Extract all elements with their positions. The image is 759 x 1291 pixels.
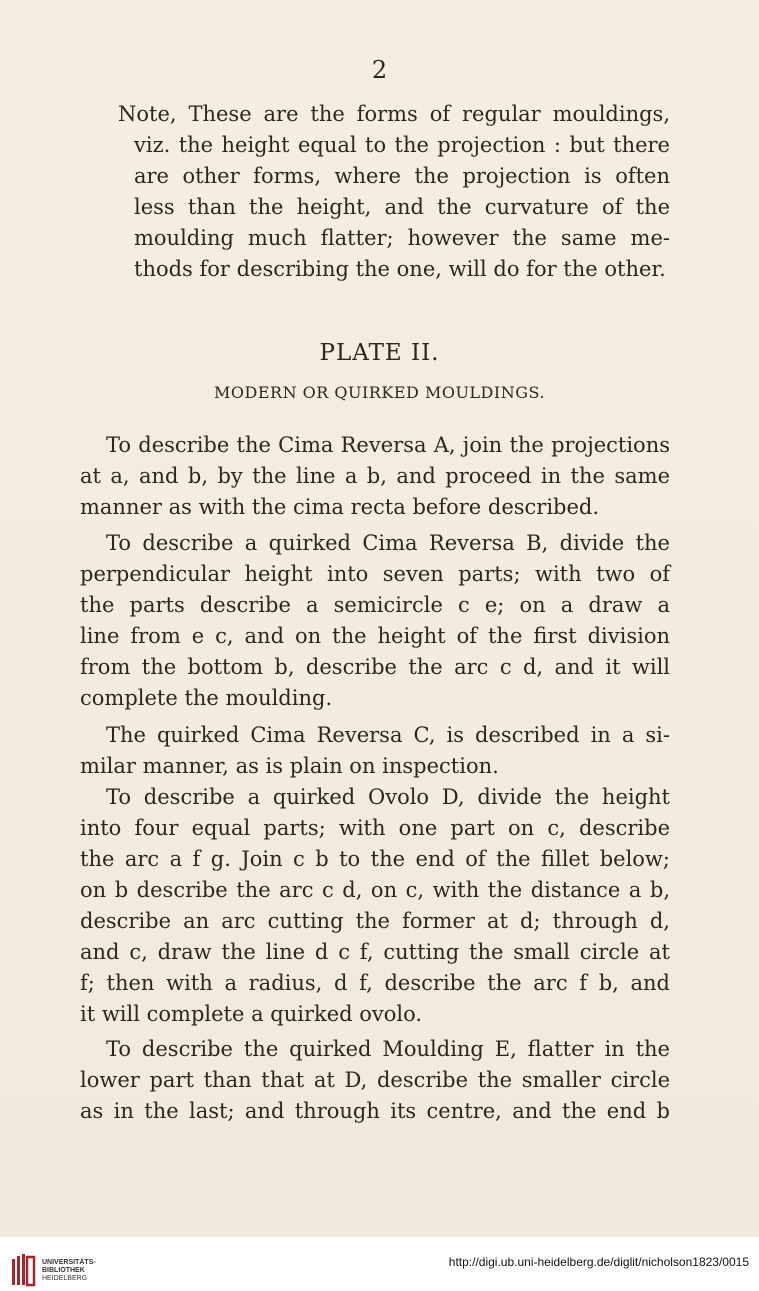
- text-line: lower part than that at D, describe the smaller circle: [80, 1068, 670, 1092]
- text-line: thods for describing the one, will do for the other.: [134, 257, 666, 281]
- paragraph-cima-reversa-c: [80, 720, 670, 782]
- plate-title: PLATE II.: [319, 340, 440, 366]
- text-line: manner as with the cima recta before described.: [80, 495, 600, 519]
- paragraph-quirked-ovolo-d: [80, 782, 670, 1030]
- text-line: To describe the Cima Reversa A, join the projections: [106, 433, 670, 457]
- library-name-line: BIBLIOTHEK: [42, 1267, 85, 1274]
- text-line: To describe a quirked Ovolo D, divide the height: [106, 785, 670, 809]
- text-line: viz. the height equal to the projection : but there: [134, 133, 670, 157]
- paragraph-cima-reversa-a: [80, 430, 670, 523]
- paragraph-quirked-moulding-e: [80, 1034, 670, 1127]
- library-name-line: UNIVERSITÄTS-: [42, 1259, 96, 1266]
- text-line: at a, and b, by the line a b, and proceed in the same: [80, 464, 670, 488]
- text-line: milar manner, as is plain on inspection.: [80, 754, 499, 778]
- text-line: describe an arc cutting the former at d; through d,: [80, 909, 670, 933]
- source-url-link[interactable]: http://digi.ub.uni-heidelberg.de/diglit/nicholson1823/0015: [448, 1255, 749, 1269]
- note-paragraph: [80, 99, 670, 285]
- text-line: the arc a f g. Join c b to the end of the fillet below;: [80, 847, 670, 871]
- text-line: are other forms, where the projection is often: [134, 164, 670, 188]
- text-line: on b describe the arc c d, on c, with the distance a b,: [80, 878, 670, 902]
- text-line: complete the moulding.: [80, 686, 333, 710]
- text-line: line from e c, and on the height of the first division: [80, 624, 670, 648]
- text-line: The quirked Cima Reversa C, is described in a si-: [106, 723, 670, 747]
- library-name: [42, 1259, 96, 1283]
- text-line: f; then with a radius, d f, describe the arc f b, and: [80, 971, 670, 995]
- text-line: To describe a quirked Cima Reversa B, divide the: [106, 531, 670, 555]
- text-line: Note, These are the forms of regular mouldings,: [118, 102, 670, 126]
- text-line: the parts describe a semicircle c e; on a draw a: [80, 593, 670, 617]
- page-number: 2: [371, 56, 388, 84]
- library-logo-icon: [10, 1253, 36, 1287]
- text-line: less than the height, and the curvature of the: [134, 195, 670, 219]
- text-line: perpendicular height into seven parts; with two of: [80, 562, 670, 586]
- text-line: To describe the quirked Moulding E, flatter in the: [106, 1037, 670, 1061]
- text-line: and c, draw the line d c f, cutting the small circle at: [80, 940, 670, 964]
- plate-subtitle: MODERN OR QUIRKED MOULDINGS.: [214, 383, 545, 402]
- text-line: as in the last; and through its centre, and the end b: [80, 1099, 670, 1123]
- text-line: moulding much flatter; however the same me-: [134, 226, 670, 250]
- library-name-line: HEIDELBERG: [42, 1275, 88, 1282]
- text-line: it will complete a quirked ovolo.: [80, 1002, 423, 1026]
- paragraph-cima-reversa-b: [80, 528, 670, 714]
- text-line: from the bottom b, describe the arc c d, and it will: [80, 655, 670, 679]
- text-line: into four equal parts; with one part on c, describe: [80, 816, 670, 840]
